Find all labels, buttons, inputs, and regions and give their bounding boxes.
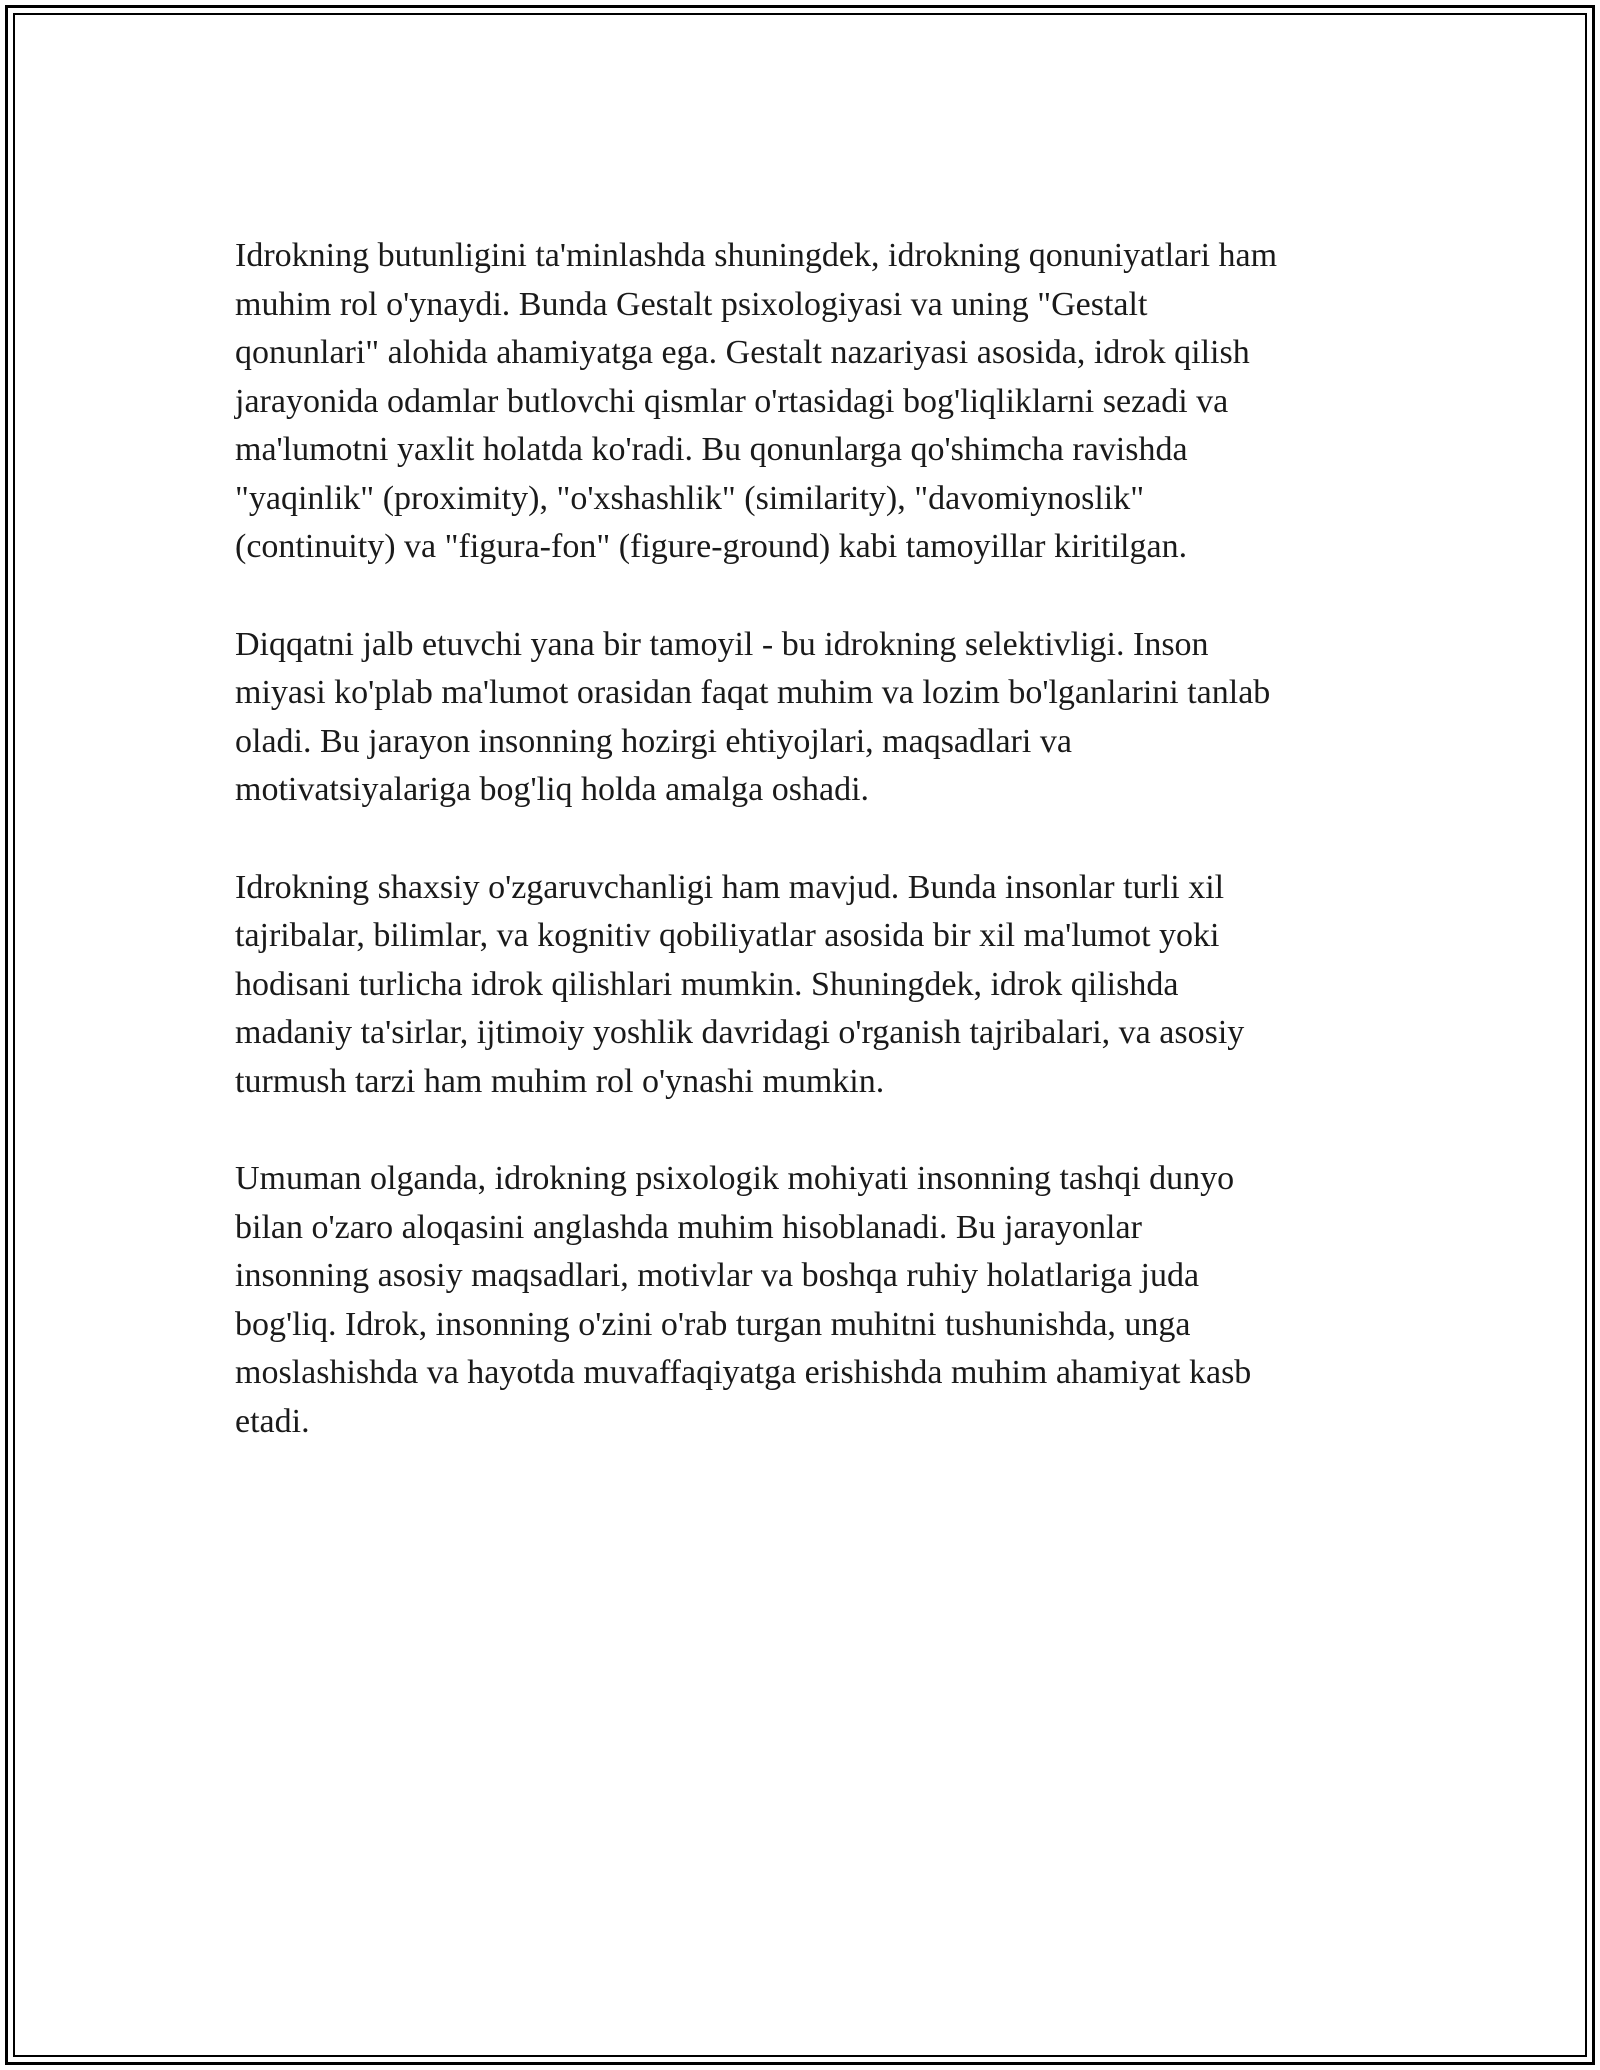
- paragraph-gestalt: Idrokning butunligini ta'minlashda shuningdek, idrokning qonuniyatlari ham muhim rol o'ynaydi. Bunda Gestalt psixologiyasi va uning "Gestalt qonunlari" alohida ahamiyatga ega. Gestalt nazariyasi asosida, idrok qilish jarayonida odamlar butlovchi qismlar o'rtasidagi bog'liqliklarni sezadi va ma'lumotni yaxlit holatda ko'radi. Bu qonunlarga qo'shimcha ravishda "yaqinlik" (proximity), "o'xshashlik" (similarity), "davomiynoslik" (continuity) va "figura-fon" (figure-ground) kabi tamoyillar kiritilgan.: [235, 237, 1278, 565]
- paragraph-conclusion: Umuman olganda, idrokning psixologik mohiyati insonning tashqi dunyo bilan o'zaro aloqasini anglashda muhim hisoblanadi. Bu jarayonlar insonning asosiy maqsadlari, motivlar va boshqa ruhiy holatlariga juda bog'liq. Idrok, insonning o'zini o'rab turgan muhitni tushunishda, unga moslashishda va hayotda muvaffaqiyatga erishishda muhim ahamiyat kasb etadi.: [235, 1160, 1252, 1440]
- paragraph-individual-variability: Idrokning shaxsiy o'zgaruvchanligi ham mavjud. Bunda insonlar turli xil tajribalar, bilimlar, va kognitiv qobiliyatlar asosida bir xil ma'lumot yoki hodisani turlicha idrok qilishlari mumkin. Shuningdek, idrok qilishda madaniy ta'sirlar, ijtimoiy yoshlik davridagi o'rganish tajribalari, va asosiy turmush tarzi ham muhim rol o'ynashi mumkin.: [235, 868, 1245, 1100]
- paragraph-selectivity: Diqqatni jalb etuvchi yana bir tamoyil - bu idrokning selektivligi. Inson miyasi ko'plab ma'lumot orasidan faqat muhim va lozim bo'lganlarini tanlab oladi. Bu jarayon insonning hozirgi ehtiyojlari, maqsadlari va motivatsiyalariga bog'liq holda amalga oshadi.: [235, 625, 1271, 808]
- document-body: [235, 232, 1385, 1495]
